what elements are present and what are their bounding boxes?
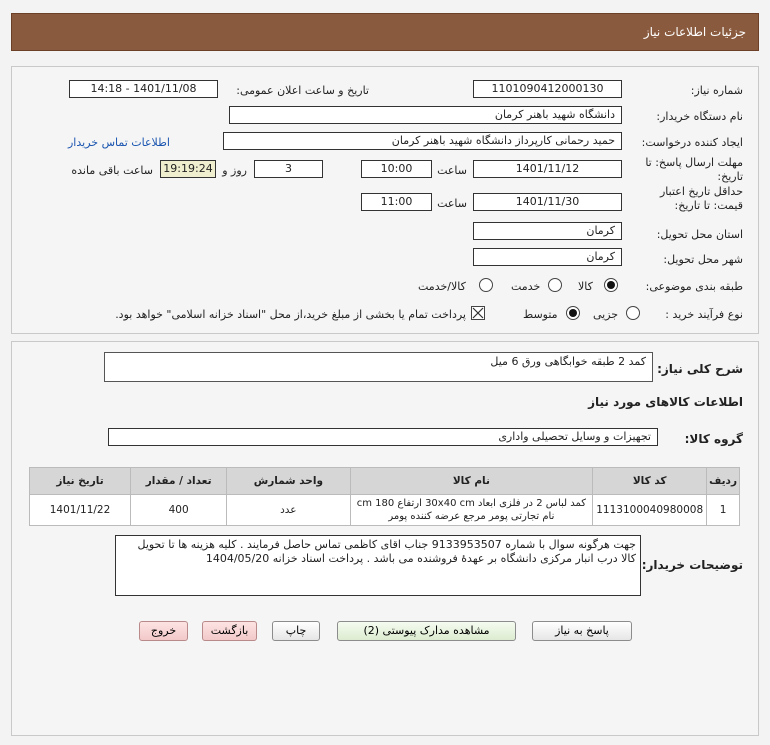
process-medium-label: متوسط xyxy=(523,308,558,321)
treasury-payment-checkbox[interactable] xyxy=(471,306,485,320)
table-row xyxy=(30,495,740,526)
city-label: شهر محل تحویل: xyxy=(663,253,743,266)
buyer-field: دانشگاه شهید باهنر کرمان xyxy=(229,106,622,124)
need-number-field: 1101090412000130 xyxy=(473,80,622,98)
validity-date-field: 1401/11/30 xyxy=(473,193,622,211)
cell-unit: عدد xyxy=(227,495,350,526)
category-goods-radio[interactable] xyxy=(604,278,618,292)
page-title: جزئیات اطلاعات نیاز xyxy=(643,25,746,39)
announce-label: تاریخ و ساعت اعلان عمومی: xyxy=(236,84,369,97)
category-service-label: خدمت xyxy=(511,280,541,293)
print-button[interactable]: چاپ xyxy=(272,621,320,641)
deadline-date-field: 1401/11/12 xyxy=(473,160,622,178)
goods-group-label: گروه کالا: xyxy=(684,432,743,446)
goods-table xyxy=(29,467,740,526)
reply-button[interactable]: پاسخ به نیاز xyxy=(532,621,632,641)
process-medium-radio[interactable] xyxy=(566,306,580,320)
back-button[interactable]: بازگشت xyxy=(202,621,257,641)
deadline-label: مهلت ارسال پاسخ: تا تاریخ: xyxy=(645,156,743,183)
page-header xyxy=(11,13,759,51)
buyer-notes-field: جهت هرگونه سوال با شماره 9133953507 جناب اقای کاظمی تماس حاصل فرمایند . کلیه هزینه ها تا تحویل کالا درب انبار مرکزی دانشگاه بر عهدهٔ فروشنده می باشد . پرداخت اسناد خزانه 1404/05/20 xyxy=(115,535,641,596)
col-code-header: کد کالا xyxy=(593,468,707,495)
contact-info-link[interactable]: اطلاعات تماس خریدار xyxy=(68,136,170,149)
province-field: کرمان xyxy=(473,222,622,240)
city-field: کرمان xyxy=(473,248,622,266)
process-minor-label: جزیی xyxy=(593,308,619,321)
table-header-row xyxy=(30,468,740,495)
checkbox-cross-icon xyxy=(472,307,484,319)
deadline-time-label: ساعت xyxy=(437,164,467,177)
attachments-button[interactable]: مشاهده مدارک پیوستی (2) xyxy=(337,621,516,641)
buyer-label: نام دستگاه خریدار: xyxy=(656,110,743,123)
need-number-label: شماره نیاز: xyxy=(690,84,743,97)
category-goods-label: کالا xyxy=(578,280,593,293)
cell-row: 1 xyxy=(707,495,740,526)
col-name-header: نام کالا xyxy=(350,468,593,495)
validity-time-label: ساعت xyxy=(437,197,467,210)
category-both-radio[interactable] xyxy=(479,278,493,292)
goods-info-title: اطلاعات کالاهای مورد نیاز xyxy=(588,395,743,409)
remaining-time-field: 19:19:24 xyxy=(160,160,216,178)
col-qty-header: تعداد / مقدار xyxy=(131,468,227,495)
process-label: نوع فرآیند خرید : xyxy=(665,308,743,321)
creator-label: ایجاد کننده درخواست: xyxy=(641,136,743,149)
cell-date: 1401/11/22 xyxy=(30,495,131,526)
deadline-time-field: 10:00 xyxy=(361,160,432,178)
remaining-label: ساعت باقی مانده xyxy=(71,164,153,177)
col-row-header: ردیف xyxy=(707,468,740,495)
cell-qty: 400 xyxy=(131,495,227,526)
days-field: 3 xyxy=(254,160,323,178)
process-minor-radio[interactable] xyxy=(626,306,640,320)
validity-label: حداقل تاریخ اعتبار قیمت: تا تاریخ: xyxy=(659,185,743,212)
announce-field: 1401/11/08 - 14:18 xyxy=(69,80,218,98)
validity-time-field: 11:00 xyxy=(361,193,432,211)
days-label: روز و xyxy=(222,164,247,177)
category-label: طبقه بندی موضوعی: xyxy=(645,280,743,293)
province-label: استان محل تحویل: xyxy=(656,228,743,241)
cell-name: کمد لباس 2 در فلزی ابعاد 30x40 cm ارتفاع 180 cm نام تجارتی پومر مرجع عرضه کننده پومر xyxy=(350,495,593,526)
category-both-label: کالا/خدمت xyxy=(418,280,466,293)
buyer-notes-label: توضیحات خریدار: xyxy=(641,558,743,572)
cell-code: 1113100040980008 xyxy=(593,495,707,526)
payment-note: پرداخت تمام یا بخشی از مبلغ خرید،از محل "اسناد خزانه اسلامی" خواهد بود. xyxy=(115,308,466,321)
exit-button[interactable]: خروج xyxy=(139,621,188,641)
category-service-radio[interactable] xyxy=(548,278,562,292)
summary-label: شرح کلی نیاز: xyxy=(657,362,743,376)
goods-group-field: تجهیزات و وسایل تحصیلی واداری xyxy=(108,428,658,446)
col-date-header: تاریخ نیاز xyxy=(30,468,131,495)
col-unit-header: واحد شمارش xyxy=(227,468,350,495)
creator-field: حمید رحمانی کارپرداز دانشگاه شهید باهنر کرمان xyxy=(223,132,622,150)
summary-field: کمد 2 طبقه خوابگاهی ورق 6 میل xyxy=(104,352,653,382)
